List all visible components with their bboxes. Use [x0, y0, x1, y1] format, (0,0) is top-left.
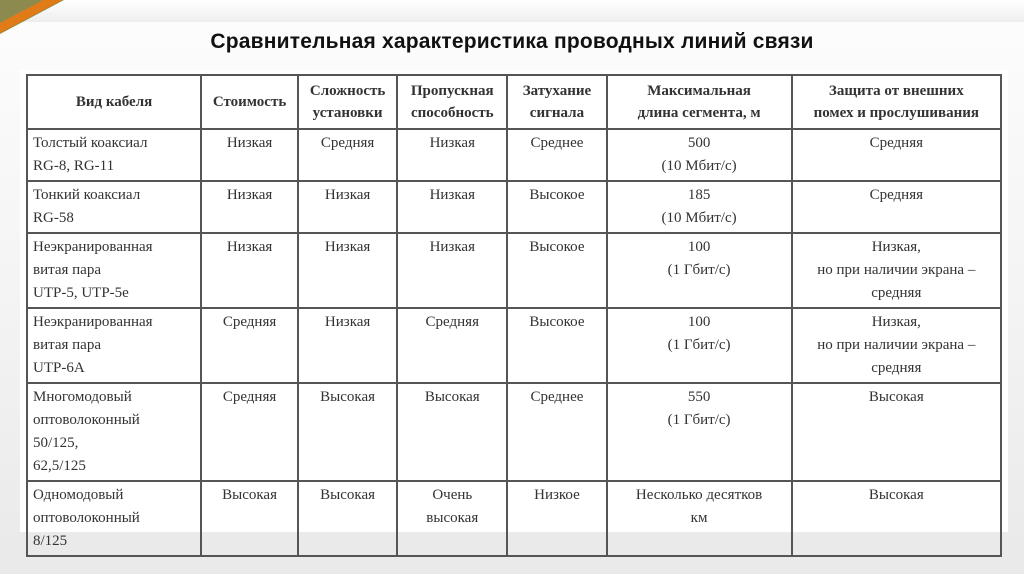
table-row — [27, 481, 1001, 556]
cell-text: (10 Мбит/с) — [661, 210, 737, 226]
cell-text: Средняя — [320, 135, 375, 151]
header-text: Максимальная — [647, 83, 751, 99]
cell-text: Неэкранированная — [33, 239, 153, 255]
header-text: способность — [410, 105, 494, 121]
cell-text: Средняя — [425, 314, 479, 330]
cell-text: Высокое — [529, 187, 585, 203]
cell-text: витая пара — [33, 262, 101, 278]
table-cell — [397, 181, 507, 233]
cell-text: 50/125, — [33, 435, 79, 451]
cell-text: 100 — [687, 239, 711, 255]
cell-text: средняя — [871, 360, 922, 376]
table-cell — [201, 481, 298, 556]
table-cell — [298, 383, 397, 481]
cell-text: Высокая — [222, 487, 277, 503]
table-cell — [201, 233, 298, 308]
table-body — [27, 129, 1001, 556]
column-header — [298, 75, 397, 129]
table-cell — [507, 383, 606, 481]
cell-text: UTP-6A — [33, 360, 85, 376]
header-text: Пропускная — [410, 83, 494, 99]
table-cell — [397, 383, 507, 481]
table-cell — [507, 233, 606, 308]
header-text: установки — [312, 105, 383, 121]
cell-text: Средняя — [869, 135, 924, 151]
cell-text: оптоволоконный — [33, 510, 140, 526]
table-row — [27, 383, 1001, 481]
cell-text: Высокая — [424, 389, 480, 405]
table-cell — [792, 308, 1001, 383]
comparison-table — [26, 74, 1002, 557]
cell-text: витая пара — [33, 337, 101, 353]
header-text: сигнала — [529, 105, 585, 121]
cell-text: оптоволоконный — [33, 412, 140, 428]
cell-text: Тонкий коаксиал — [33, 187, 141, 203]
table-cell — [607, 129, 792, 181]
table-cell — [507, 181, 606, 233]
cell-text: (10 Мбит/с) — [661, 158, 737, 174]
table-row — [27, 181, 1001, 233]
cell-text: Низкая — [429, 239, 475, 255]
table-cell — [201, 181, 298, 233]
column-header — [507, 75, 606, 129]
cell-text: Низкая, — [871, 314, 921, 330]
cell-text: Низкая — [324, 187, 371, 203]
cell-text: 500 — [687, 135, 711, 151]
cell-text: Высокая — [868, 487, 924, 503]
header-text: Стоимость — [212, 94, 287, 110]
cell-text: (1 Гбит/с) — [667, 412, 731, 428]
cell-text: Низкая — [226, 187, 273, 203]
cell-text: Низкая — [429, 135, 475, 151]
cell-text: UTP-5, UTP-5e — [33, 285, 129, 301]
column-header — [397, 75, 507, 129]
table-row — [27, 308, 1001, 383]
cell-text: Среднее — [530, 389, 584, 405]
table-cell — [298, 129, 397, 181]
cell-text: Толстый коаксиал — [33, 135, 148, 151]
cell-text: Низкая — [324, 239, 371, 255]
table-cell — [298, 308, 397, 383]
cell-text: но при наличии экрана – — [817, 262, 976, 278]
header-text: Сложность — [309, 83, 386, 99]
cell-text: Средняя — [222, 314, 277, 330]
cell-text: но при наличии экрана – — [817, 337, 976, 353]
table-cell — [607, 481, 792, 556]
table-cell — [507, 481, 606, 556]
cell-text: Среднее — [530, 135, 584, 151]
table-cell — [397, 233, 507, 308]
cell-text: Одномодовый — [33, 487, 124, 503]
table-cell — [298, 481, 397, 556]
cell-text: 550 — [687, 389, 711, 405]
cell-text: Низкая, — [871, 239, 921, 255]
table-cell — [507, 129, 606, 181]
cell-text: Высокая — [868, 389, 924, 405]
header-text: длина сегмента, м — [637, 105, 761, 121]
cell-text: Низкая — [226, 239, 273, 255]
cable-type-cell — [27, 383, 201, 481]
cell-text: 8/125 — [33, 533, 68, 549]
table-row — [27, 129, 1001, 181]
cell-text: км — [690, 510, 708, 526]
table-cell — [607, 233, 792, 308]
table-cell — [201, 129, 298, 181]
cell-text: Низкое — [534, 487, 580, 503]
column-header — [607, 75, 792, 129]
cable-type-cell — [27, 308, 201, 383]
cell-text: Средняя — [869, 187, 924, 203]
table-cell — [397, 308, 507, 383]
cell-text: Высокая — [320, 389, 376, 405]
cell-text: RG-8, RG-11 — [33, 158, 115, 174]
cell-text: (1 Гбит/с) — [667, 262, 731, 278]
top-band — [0, 0, 1024, 22]
cell-text: Многомодовый — [33, 389, 132, 405]
table-cell — [792, 181, 1001, 233]
table-cell — [792, 233, 1001, 308]
cable-type-cell — [27, 181, 201, 233]
table-cell — [792, 129, 1001, 181]
cell-text: Очень — [432, 487, 473, 503]
header-text: Вид кабеля — [75, 94, 153, 110]
header-text: Защита от внешних — [828, 83, 964, 99]
cable-type-cell — [27, 481, 201, 556]
cell-text: Низкая — [324, 314, 371, 330]
cell-text: Высокое — [529, 314, 585, 330]
cell-text: Несколько десятков — [635, 487, 763, 503]
cell-text: RG-58 — [33, 210, 74, 226]
table-cell — [298, 233, 397, 308]
cell-text: высокая — [426, 510, 479, 526]
cell-text: Средняя — [222, 389, 277, 405]
header-text: помех и прослушивания — [813, 105, 980, 121]
cell-text: (1 Гбит/с) — [667, 337, 731, 353]
slide-title: Сравнительная характеристика проводных линий связи — [210, 30, 814, 53]
table-panel — [20, 70, 1008, 549]
cell-text: Высокое — [529, 239, 585, 255]
table-row — [27, 233, 1001, 308]
cell-text: Низкая — [226, 135, 273, 151]
column-header — [792, 75, 1001, 129]
cell-text: средняя — [871, 285, 922, 301]
table-cell — [201, 308, 298, 383]
header-text: Затухание — [522, 83, 592, 99]
cell-text: Высокая — [320, 487, 376, 503]
cell-text: 100 — [687, 314, 711, 330]
table-cell — [792, 481, 1001, 556]
cable-type-cell — [27, 129, 201, 181]
column-header — [201, 75, 298, 129]
table-cell — [397, 481, 507, 556]
cell-text: Низкая — [429, 187, 475, 203]
table-cell — [607, 383, 792, 481]
table-cell — [201, 383, 298, 481]
table-cell — [397, 129, 507, 181]
column-header — [27, 75, 201, 129]
cell-text: Неэкранированная — [33, 314, 153, 330]
cell-text: 62,5/125 — [33, 458, 86, 474]
table-cell — [298, 181, 397, 233]
cell-text: 185 — [687, 187, 711, 203]
table-cell — [507, 308, 606, 383]
table-cell — [792, 383, 1001, 481]
table-cell — [607, 308, 792, 383]
header-row — [27, 75, 1001, 129]
cable-type-cell — [27, 233, 201, 308]
table-cell — [607, 181, 792, 233]
